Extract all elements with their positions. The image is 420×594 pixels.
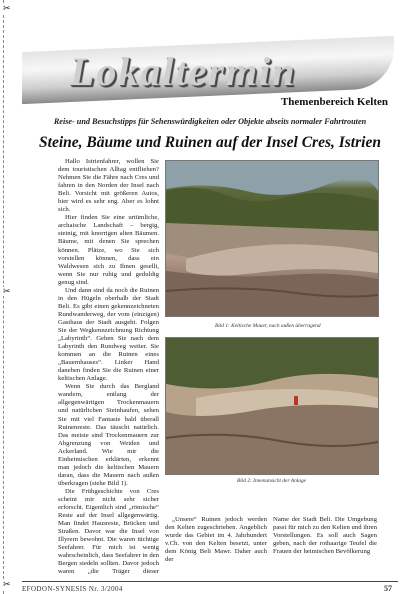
photo-celtic-wall xyxy=(165,160,379,317)
photo-caption: Bild 1: Keltische Mauer, nach außen überragend xyxy=(215,323,321,329)
photo-interior-view-graphic xyxy=(166,338,378,474)
tagline: Reise- und Besuchstipps für Sehenswürdigkeiten oder Objekte abseits normaler Fahrtrouten xyxy=(53,117,367,126)
article-headline: Steine, Bäume und Ruinen auf der Insel Cres, Istrien xyxy=(39,134,381,151)
scissors-icon-bottom: ✂ xyxy=(3,579,11,589)
scissors-icon-middle: ✂ xyxy=(3,286,11,296)
banner-title: Lokaltermin xyxy=(70,49,297,94)
cut-line xyxy=(3,0,11,594)
paragraph: Und dann sind da noch die Ruinen in den Hügeln oberhalb der Stadt Beli. Es gibt einen gekennzeichneten Rundwanderweg, der vom (einzigen) Gasthaus der Stadt ausgeht. Folgen Sie der Wegkennzeichnung Richtung „Labyrinth“. Gehen Sie nach dem Labyrinth den Rundweg weiter. Sie kommen an die Ruinen eines „Bauernhauses“. Linker Hand daneben finden Sie die Ruinen einer keltischen Anlage. xyxy=(58,286,159,383)
body-column-2 xyxy=(165,516,267,576)
paragraph: Wenn Sie durch das Bergland wandern, entlang der allgegenwärtigen Trockenmauern und natürlichen Steinhaufen, sehen Sie mit viel Fantasie bald überall Ruinenreste. Das täuscht natürlich. Das meiste sind Trockenmauern zur Abgrenzung von Weiden und Ackerland. Wie mir die Einheimischen erklärten, erkennt man jedoch die keltischen Mauern daran, dass die Mauern nach außen überkragen (siehe Bild 1). xyxy=(58,383,159,487)
footer-journal: EFODON-SYNESIS Nr. 3/2004 xyxy=(22,585,123,593)
footer-rule xyxy=(22,581,398,582)
photo-celtic-wall-graphic xyxy=(166,161,378,316)
paragraph: Die Frühgeschichte von Cres scheint mir nicht sehr sicher erforscht. Eigentlich sind „römische“ Reste auf der Insel allgegenwärtig. Man findet Hausreste, Brücken und Straßen. Davor war die Insel von Illyrern bewohnt. Die waren tüchtige Seefahrer. Für mich ist wenig wahrscheinlich, dass Seefahrer in den Bergen siedeln sollten. Davor jedoch waren „die Träger dieser xyxy=(58,487,159,576)
paragraph: Hallo Istrienfahrer, wollen Sie dem touristischen Alltag entfliehen? Nehmen Sie die Fähre nach Cres und fahren in den Norden der Insel nach Beli. Vorsicht mit größeren Autos, hier wird es sehr eng. Aber es lohnt sich. xyxy=(58,158,159,214)
banner-subtitle: Themenbereich Kelten xyxy=(280,96,388,108)
section-banner xyxy=(22,26,394,106)
paragraph: Hier finden Sie eine urtümliche, archaische Landschaft – bergig, steinig, mit knorrigen alten Bäumen. Bäume, mit denen Sie sprechen können. Plätze, wo Sie sich vorstellen können, dass ein Waldwesen sich zu Ihnen gesellt, wenn Sie nur ruhig und geduldig genug sind. xyxy=(58,214,159,286)
body-column-1 xyxy=(58,158,159,576)
photo-interior-view xyxy=(165,337,379,475)
paragraph: Name der Stadt Beli. Die Umgebung passt für mich zu den Kelten und ihren Vorstellungen. Es soll auch Sagen geben, nach der rothaarige Teufel die Frauen der heimischen Bevölkerung xyxy=(273,516,377,556)
body-column-3 xyxy=(273,516,377,576)
page-number: 57 xyxy=(384,584,392,593)
scissors-icon-top: ✂ xyxy=(3,3,11,13)
paragraph: „Unsere“ Ruinen jedoch werden den Kelten zugeschrieben. Angeblich wurde das Gebiet im 4. Jahrhundert v.Ch. von den Kelten besetzt, unter dem König Beli Mawr. Daher auch der xyxy=(165,516,267,564)
photo-caption: Bild 2: Innenansicht der Anlage xyxy=(237,478,307,484)
